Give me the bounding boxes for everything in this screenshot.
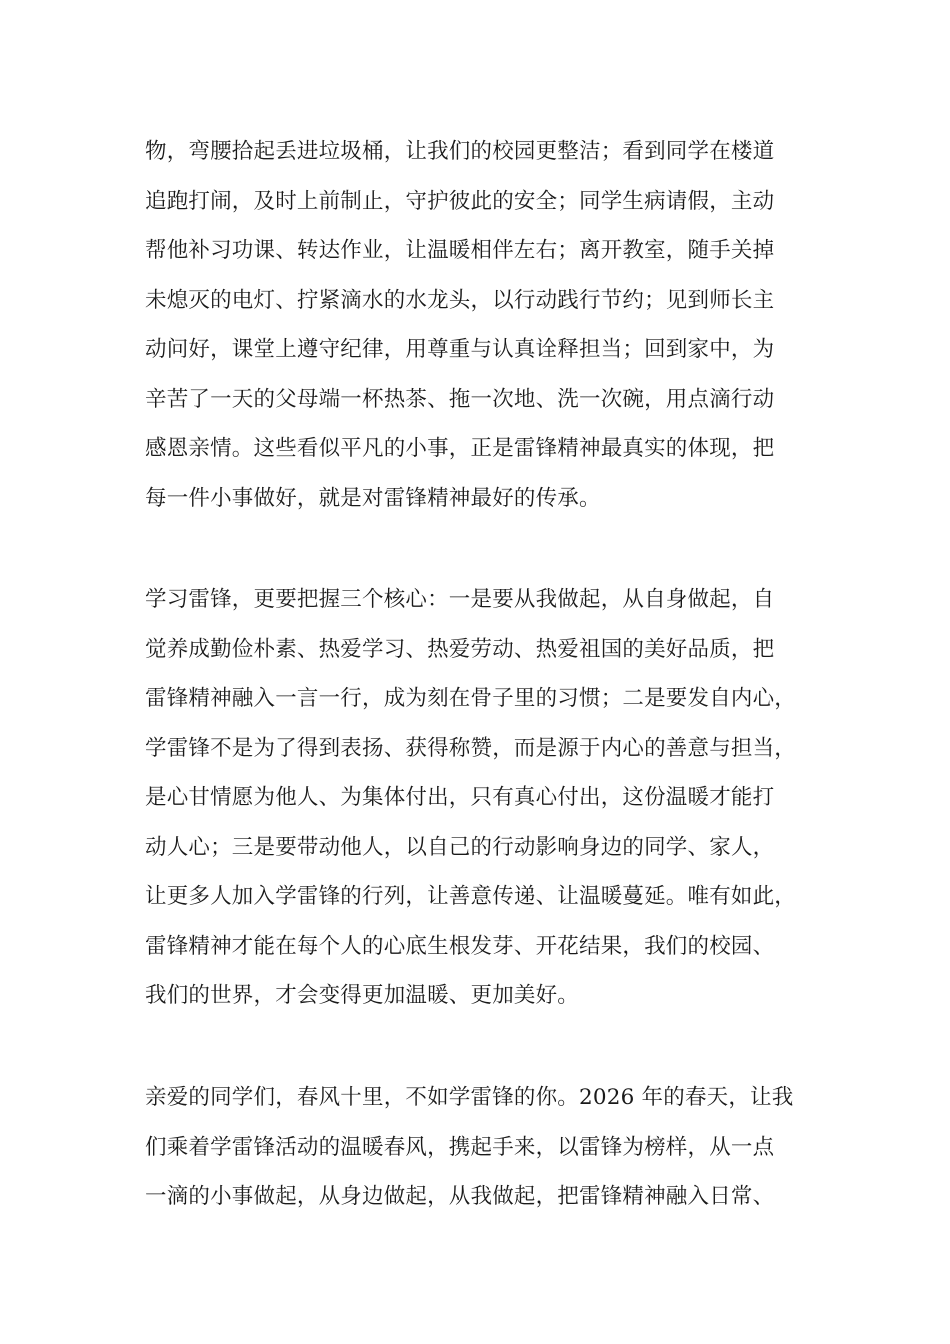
text-line: 一滴的小事做起，从身边做起，从我做起，把雷锋精神融入日常、 (145, 1184, 775, 1209)
text-line: 帮他补习功课、转达作业，让温暖相伴左右；离开教室，随手关掉 (145, 238, 775, 263)
paragraph-3 (145, 1073, 845, 1222)
text-line: 们乘着学雷锋活动的温暖春风，携起手来，以雷锋为榜样，从一点 (145, 1134, 775, 1160)
text-line: 亲爱的同学们，春风十里，不如学雷锋的你。2026 年的春天，让我 (145, 1085, 794, 1110)
text-line: 让更多人加入学雷锋的行列，让善意传递、让温暖蔓延。唯有如此， (145, 884, 797, 909)
text-line: 动问好，课堂上遵守纪律，用尊重与认真诠释担当；回到家中，为 (145, 337, 775, 362)
text-line: 感恩亲情。这些看似平凡的小事，正是雷锋精神最真实的体现，把 (145, 436, 775, 461)
text-line: 辛苦了一天的父母端一杯热茶、拖一次地、洗一次碗，用点滴行动 (145, 386, 775, 412)
text-line: 追跑打闹，及时上前制止，守护彼此的安全；同学生病请假，主动 (145, 188, 775, 214)
text-line: 每一件小事做好，就是对雷锋精神最好的传承。 (145, 485, 601, 511)
text-line: 学雷锋不是为了得到表扬、获得称赞，而是源于内心的善意与担当， (145, 735, 797, 761)
text-line: 未熄灭的电灯、拧紧滴水的水龙头，以行动践行节约；见到师长主 (145, 287, 775, 313)
paragraph-1 (145, 127, 845, 523)
text-line: 雷锋精神才能在每个人的心底生根发芽、开花结果，我们的校园、 (145, 933, 775, 959)
text-line: 动人心；三是要带动他人，以自己的行动影响身边的同学、家人， (145, 834, 775, 860)
text-line: 物，弯腰拾起丢进垃圾桶，让我们的校园更整洁；看到同学在楼道 (145, 139, 775, 164)
text-line: 雷锋精神融入一言一行，成为刻在骨子里的习惯；二是要发自内心， (145, 686, 797, 711)
text-line: 觉养成勤俭朴素、热爱学习、热爱劳动、热爱祖国的美好品质，把 (145, 636, 775, 662)
text-line: 我们的世界，才会变得更加温暖、更加美好。 (145, 983, 580, 1008)
text-line: 是心甘情愿为他人、为集体付出，只有真心付出，这份温暖才能打 (145, 785, 775, 810)
paragraph-2 (145, 575, 845, 1021)
text-line: 学习雷锋，更要把握三个核心：一是要从我做起，从自身做起，自 (145, 587, 775, 612)
